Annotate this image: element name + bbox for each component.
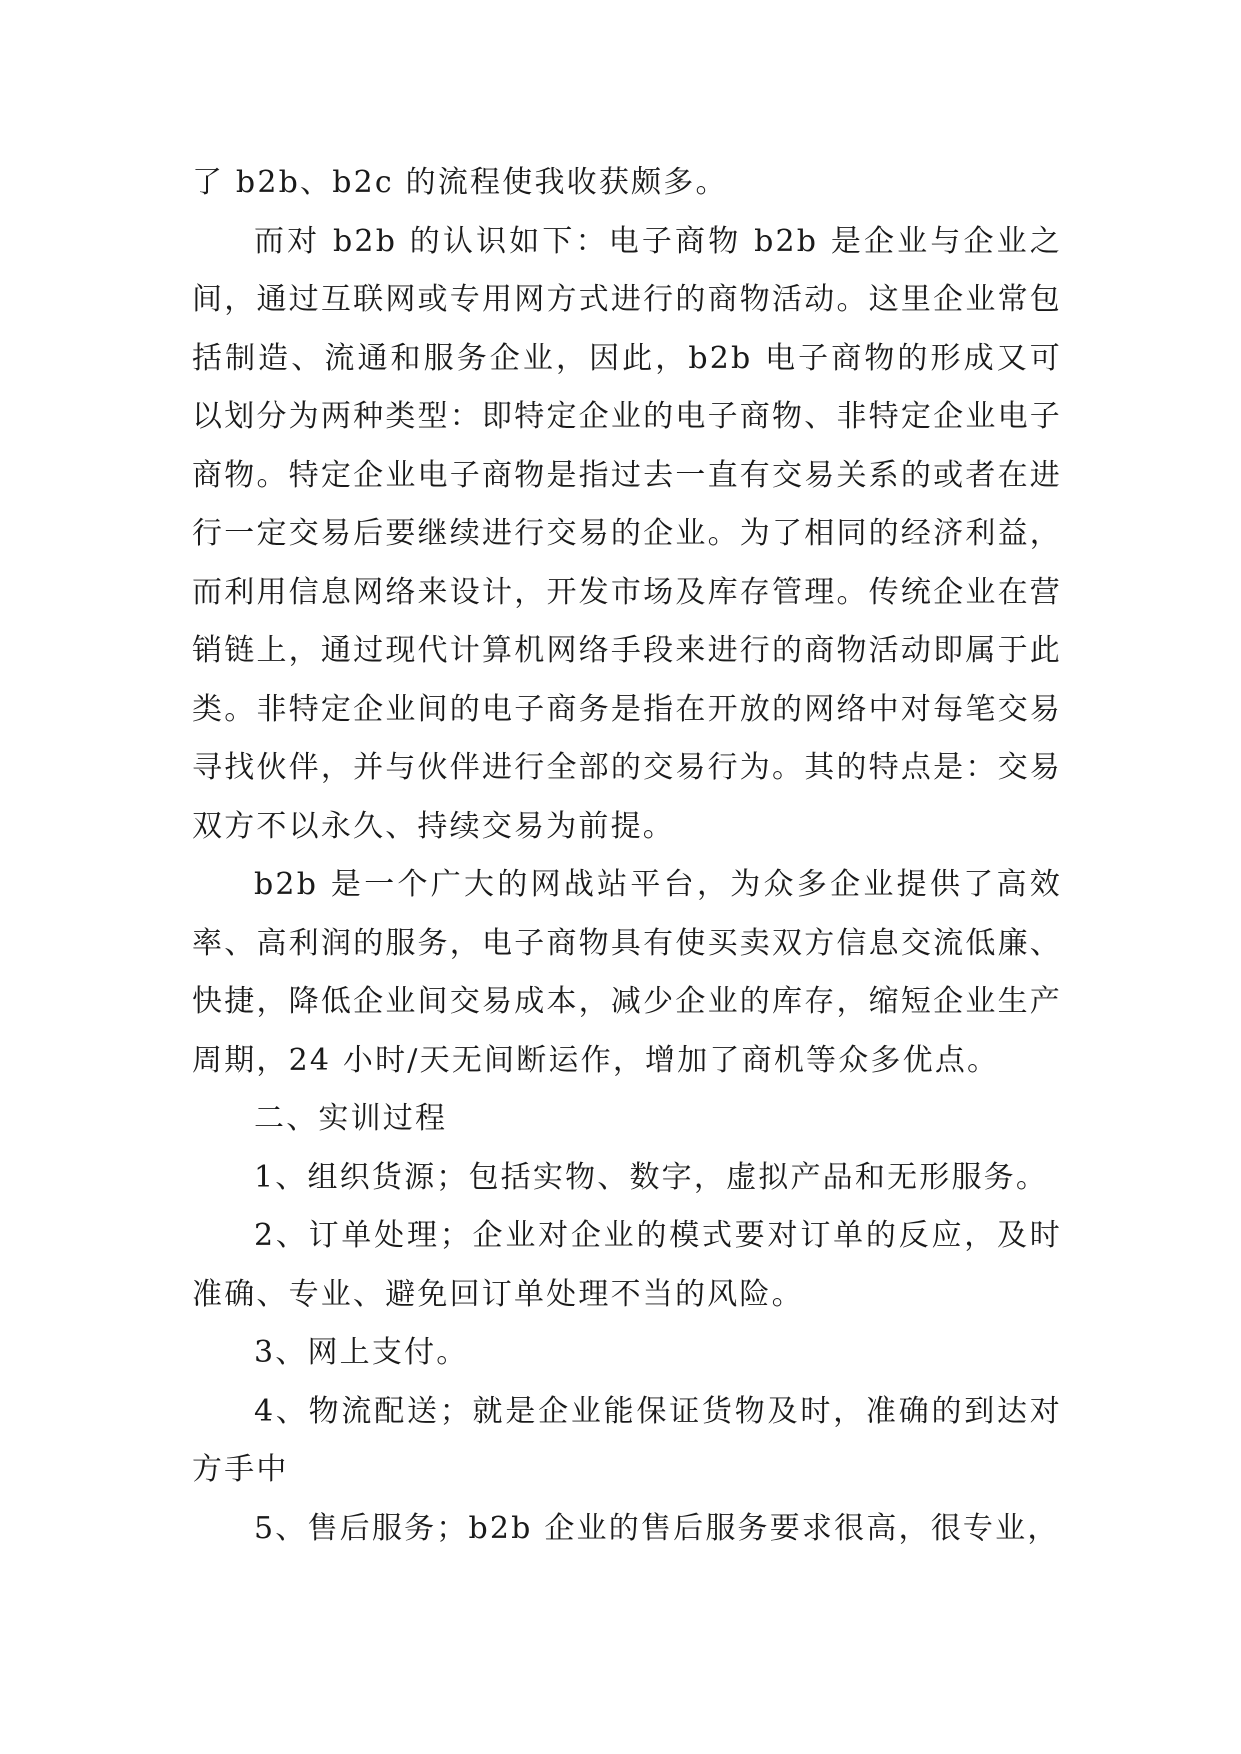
paragraph-b2b-definition: 而对 b2b 的认识如下：电子商物 b2b 是企业与企业之间，通过互联网或专用网方式进行的商物活动。这里企业常包括制造、流通和服务企业，因此，b2b 电子商物的形成又可以划分为两种类型：即特定企业的电子商物、非特定企业电子商物。特定企业电子商物是指过去一直有交易关系的或者在进行一定交易后要继续进行交易的企业。为了相同的经济利益，而利用信息网络来设计，开发市场及库存管理。传统企业在营销链上，通过现代计算机网络手段来进行的商物活动即属于此类。非特定企业间的电子商务是指在开放的网络中对每笔交易寻找伙伴，并与伙伴进行全部的交易行为。其的特点是：交易双方不以永久、持续交易为前提。 [192, 223, 1062, 844]
list-item: 3、网上支付。 [254, 1335, 469, 1370]
list-item: 5、售后服务；b2b 企业的售后服务要求很高，很专业， [254, 1510, 1060, 1546]
paragraph-b2b-platform: b2b 是一个广大的网战站平台，为众多企业提供了高效率、高利润的服务，电子商物具有使买卖双方信息交流低廉、快捷，降低企业间交易成本，减少企业的库存，缩短企业生产周期，24 小时/天无间断运作，增加了商机等众多优点。 [192, 867, 1062, 1078]
list-item: 4、物流配送；就是企业能保证货物及时，准确的到达对方手中 [192, 1393, 1062, 1487]
list-item: 1、组织货源；包括实物、数字，虚拟产品和无形服务。 [254, 1159, 1049, 1195]
document-body [192, 154, 1062, 1558]
section-heading: 二、实训过程 [254, 1101, 448, 1136]
paragraph-continuation: 了 b2b、b2c 的流程使我收获颇多。 [192, 165, 728, 200]
list-item: 2、订单处理；企业对企业的模式要对订单的反应，及时准确、专业、避免回订单处理不当的风险。 [192, 1218, 1062, 1312]
